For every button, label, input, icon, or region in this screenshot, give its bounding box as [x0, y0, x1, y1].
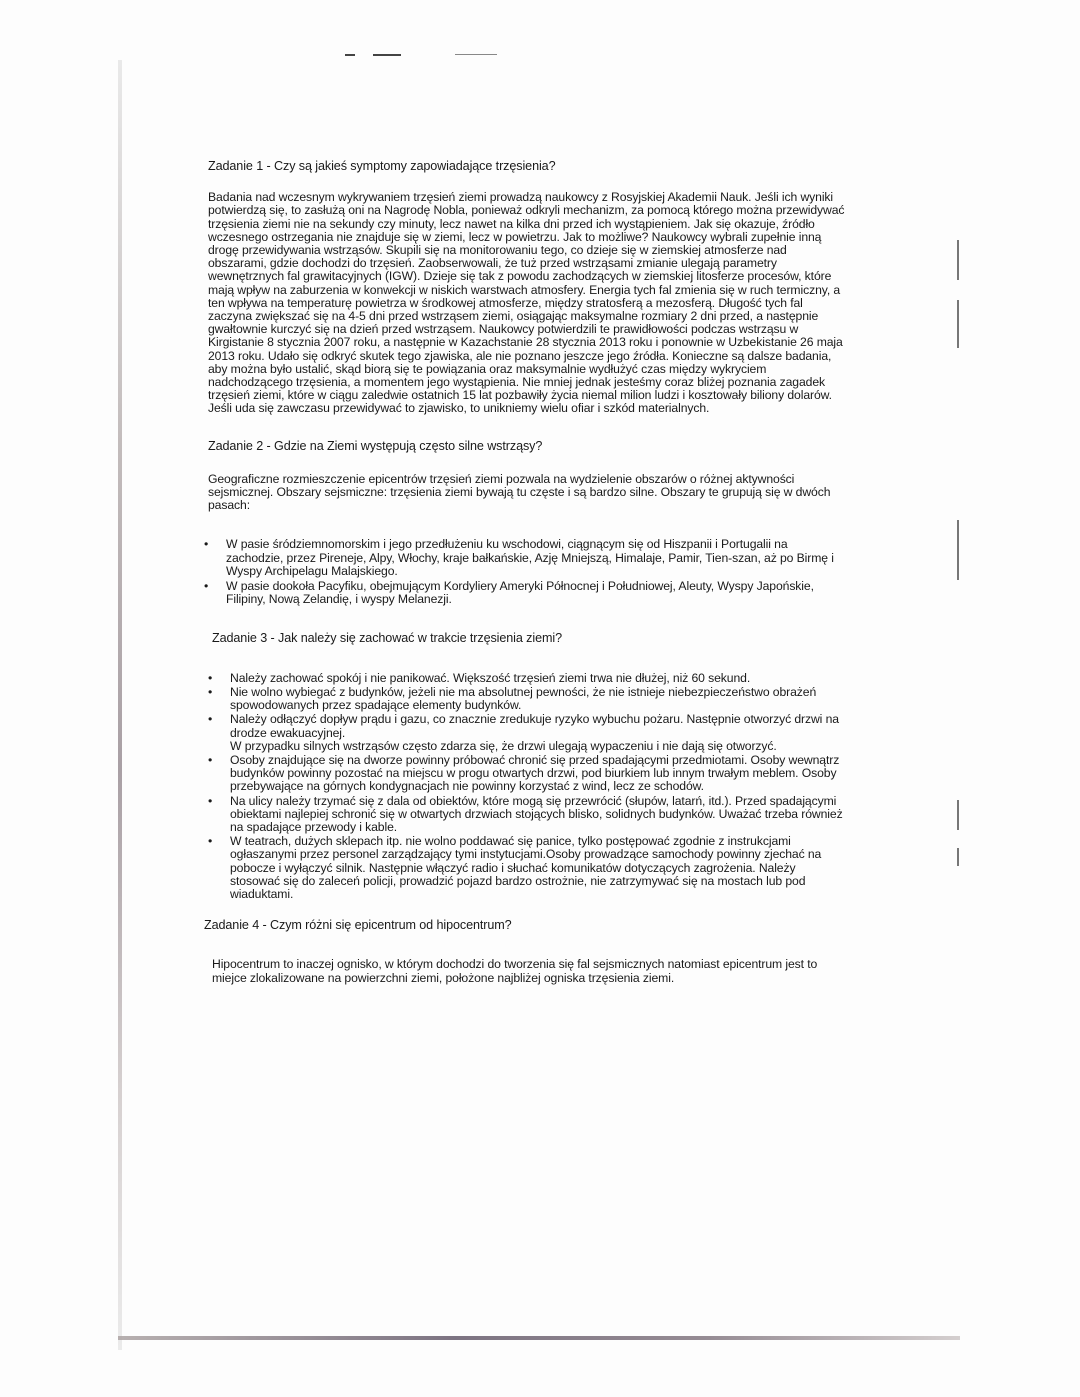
list-item: [204, 537, 848, 578]
task-4-answer: Hipocentrum to inaczej ognisko, w którym dochodzi do tworzenia się fal sejsmicznych natomiast epicentrum jest to miejce zlokalizowane na powierzchni ziemi, położone najbliżej ogniska trzęsienia ziemi.: [212, 957, 818, 985]
task-1-heading: Zadanie 1 - Czy są jakieś symptomy zapowiadające trzęsienia?: [208, 159, 556, 173]
list-item: [208, 712, 848, 753]
list-item-text: Nie wolno wybiegać z budynków, jeżeli nie ma absolutnej pewności, że nie istnieje niebezpieczeństwo obrażeń spowodowanych przez spadające elementy budynków.: [230, 684, 817, 713]
scan-mark: [455, 54, 497, 55]
list-item: [208, 684, 848, 713]
list-item: [204, 579, 848, 607]
list-item: [208, 670, 848, 685]
scan-edge-bottom: [118, 1336, 960, 1340]
list-item-text: Należy odłączyć dopływ prądu i gazu, co znacznie zredukuje ryzyko wybuchu pożaru. Następnie otworzyć drzwi na drodze ewakuacyjnej.: [230, 712, 839, 740]
task-2-answer: Geograficzne rozmieszczenie epicentrów trzęsień ziemi pozwala na wydzielenie obszarów o różnej aktywności sejsmicznej. Obszary sejsmiczne: trzęsienia ziemi bywają tu częste i są bardzo silne. Obszary te grupują się w dwóch pasach:: [208, 471, 831, 513]
scan-mark: [345, 54, 355, 56]
task-3-list: [208, 670, 848, 901]
list-item-text: W teatrach, dużych sklepach itp. nie wolno poddawać się panice, tylko postępować zgodnie z instrukcjami ogłaszanymi przez personel zarządzający tymi instytucjami.Osoby prowadzące samochody powinny zjechać na pobocze i wyłączyć silnik. Następnie włączyć radio i słuchać komunikatów dotyczących zagrożenia. Należy stosować się do zaleceń policji, prowadzić pojazd bardzo ostrożnie, nie zatrzymywać się na mostach lub pod wiaduktami.: [230, 834, 822, 901]
scan-mark: [957, 520, 959, 580]
bullet-icon: •: [204, 579, 209, 594]
bullet-icon: •: [208, 712, 213, 727]
bullet-icon: •: [204, 537, 209, 552]
list-item-text: Na ulicy należy trzymać się z dala od obiektów, które mogą się przewrócić (słupów, latarń, itd.). Przed spadającymi obiektami najlepiej schronić się w otwartych drzwiach stojących blisko, solidnych budynków. Uważać trzeba również na spadające przewody i kable.: [230, 793, 843, 834]
list-item: [208, 752, 848, 794]
task-1-answer: Badania nad wczesnym wykrywaniem trzęsień ziemi prowadzą naukowcy z Rosyjskiej Akademii Nauk. Jeśli ich wyniki potwierdzą się, to zasłużą oni na Nagrodę Nobla, ponieważ odkryli mechanizm, za pomocą którego można przewidywać trzęsienia ziemi nie na sekundy czy minuty, lecz nawet na kilka dni przed ich wystąpieniem. Jak się okazuje, źródło wczesnego ostrzegania nie znajduje się w ziemi, lecz w powietrzu. Jak to możliwe? Naukowcy wybrali zupełnie inną drogę przewidywania wstrząsów. Skupili się na monitorowaniu tego, co dzieje się w ziemskiej atmosferze nad obszarami, gdzie dochodzi do trzęsień. Zaobserwowali, że tuż przed wstrząsami zmianie ulegają parametry wewnętrznych fal grawitacyjnych (IGW). Dzieje się tak z powodu zachodzących w ziemskiej litosferze procesów, które mają wpływ na zaburzenia w konwekcji w niskich warstwach atmosfery. Energia tych fal zmienia się w ruch termiczny, a ten wpływa na temperaturę powietrza w środkowej atmosferze, między stratosferą a mezosferą. Długość tych fal zaczyna zwiększać się na 4-5 dni przed wstrząsem ziemi, osiągając maksymalne rozmiary 2 dni przed, a następnie gwałtownie kurczyć się na dzień przed wstrząsem. Naukowcy potwierdzili te prawidłowości podczas wstrząsu w Kirgistanie 8 stycznia 2007 roku, a następnie w Kazachstanie 28 stycznia 2013 roku i ponownie w Uzbekistanie 26 maja 2013 roku. Udało się odkryć skutek tego zjawiska, ale nie poznano jeszcze jego źródła. Konieczne są dalsze badania, aby można było ustalić, skąd biorą się te powiązania oraz maksymalnie wydłużyć czas między wykryciem nadchodzącego trzęsienia, a momentem jego wystąpienia. Nie mniej jednak jesteśmy coraz bliżej poznania zagadek trzęsień ziemi, które w ciągu zaledwie ostatnich 15 lat pozbawiły życia niemal milion ludzi i kosztowały biliony dolarów. Jeśli uda się zawczasu przewidywać to zjawisko, to unikniemy wielu ofiar i szkód materialnych.: [208, 190, 845, 416]
scan-edge-left: [118, 60, 122, 1350]
task-3-heading: Zadanie 3 - Jak należy się zachować w trakcie trzęsienia ziemi?: [212, 631, 562, 646]
list-item-note: W przypadku silnych wstrząsów często zdarza się, że drzwi ulegają wypaczeniu i nie dają się otworzyć.: [230, 738, 777, 753]
list-item-text: W pasie dookoła Pacyfiku, obejmującym Kordyliery Ameryki Północnej i Południowej, Aleuty, Wyspy Japońskie, Filipiny, Nową Zelandię, i wyspy Melanezji.: [226, 579, 814, 607]
list-item: [208, 834, 848, 901]
list-item-text: W pasie śródziemnomorskim i jego przedłużeniu ku wschodowi, ciągnącym się od Hiszpanii i Portugalii na zachodzie, przez Pireneje, Alpy, Włochy, kraje bałkańskie, Azję Mniejszą, Himalaje, Pamir, Tien-szan, aż po Birmę i Wyspy Archipelagu Malajskiego.: [226, 537, 834, 578]
bullet-icon: •: [208, 670, 213, 685]
task-4-heading: Zadanie 4 - Czym różni się epicentrum od hipocentrum?: [204, 918, 512, 933]
scan-mark: [373, 54, 401, 56]
scan-mark: [957, 800, 959, 830]
document-body: [204, 159, 848, 985]
list-item-text: Należy zachować spokój i nie panikować. Większość trzęsień ziemi trwa nie dłużej, niż 60 sekund.: [230, 670, 751, 685]
scan-mark: [957, 300, 959, 348]
task-2-heading: Zadanie 2 - Gdzie na Ziemi występują często silne wstrząsy?: [208, 438, 543, 453]
bullet-icon: •: [208, 834, 213, 849]
list-item: [208, 793, 848, 835]
task-2-list: [204, 537, 848, 607]
bullet-icon: •: [208, 684, 213, 699]
scan-mark: [957, 848, 959, 866]
list-item-text: Osoby znajdujące się na dworze powinny próbować chronić się przed spadającymi przedmiotami. Osoby wewnątrz budynków powinny pozostać na miejscu w progu otwartych drzwi, pod biurkiem lub innym trwałym meblem. Osoby przebywające na górnych kondygnacjach nie powinny korzystać z wind, lecz ze schodów.: [230, 752, 840, 794]
scan-mark: [957, 240, 959, 280]
bullet-icon: •: [208, 793, 213, 808]
bullet-icon: •: [208, 752, 213, 767]
